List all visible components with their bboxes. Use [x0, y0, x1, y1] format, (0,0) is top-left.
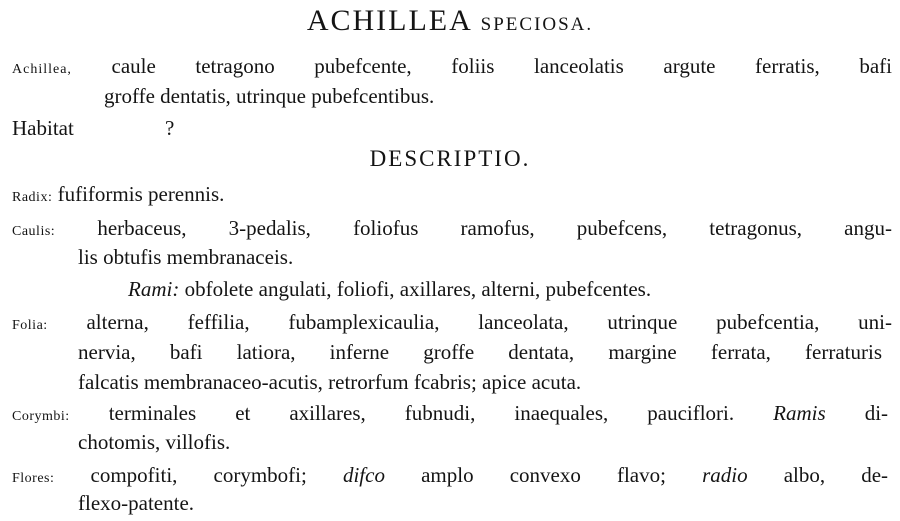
diagnosis-line-2: groffe dentatis, utrinque pubefcentibus.: [104, 84, 435, 108]
diagnosis-line-1: [12, 52, 892, 84]
caulis-line-2: lis obtufis membranaceis.: [78, 245, 294, 269]
caulis-text-1: herbaceus, 3-pedalis, foliofus ramofus, pubefcens, tetragonus, angu-: [97, 216, 892, 240]
flores-radio: radio: [702, 463, 748, 487]
folia-line-1: [12, 308, 892, 340]
corymbi-line-1: [12, 399, 888, 431]
habitat-label: Habitat: [12, 116, 74, 140]
folia-line-3: falcatis membranaceo-acutis, retrorfum fcabris; apice acuta.: [78, 370, 582, 394]
folia-label: Folia:: [12, 318, 48, 333]
title-genus: ACHILLEA: [306, 4, 472, 37]
diagnosis-text-1: caule tetragono pubefcente, foliis lanceolatis argute ferratis, bafi: [111, 54, 893, 78]
flores-disco: difco: [342, 463, 385, 487]
section-heading: DESCRIPTIO.: [369, 146, 531, 171]
folia-line-2: nervia, bafi latiora, inferne groffe dentata, margine ferrata, ferraturis: [78, 340, 882, 364]
rami-text: obfolete angulati, foliofi, axillares, alterni, pubefcentes.: [184, 277, 652, 301]
flores-line-2: flexo-patente.: [78, 491, 195, 515]
corymbi-text-1: terminales et axillares, fubnudi, inaequales, pauciflori.: [108, 401, 735, 425]
corymbi-label: Corymbi:: [12, 409, 70, 424]
radix-text: fufiformis perennis.: [57, 182, 225, 206]
corymbi-ramis: Ramis: [773, 401, 826, 425]
title-species: SPECIOSA.: [480, 14, 594, 35]
caulis-line-1: [12, 214, 892, 246]
habitat-value: ?: [165, 116, 175, 140]
flores-label: Flores:: [12, 471, 55, 486]
page-title: [0, 4, 900, 38]
radix-label: Radix:: [12, 190, 53, 205]
rami-label: Rami:: [128, 277, 180, 301]
flores-text-2: amplo convexo flavo;: [421, 463, 666, 487]
rami-line: [128, 275, 651, 303]
corymbi-line-2: chotomis, villofis.: [78, 430, 231, 454]
folia-text-1: alterna, feffilia, fubamplexicaulia, lanceolata, utrinque pubefcentia, uni-: [86, 310, 892, 334]
caulis-label: Caulis:: [12, 224, 56, 239]
flores-text-1: compofiti, corymbofi;: [90, 463, 307, 487]
flores-text-3: albo, de-: [783, 463, 889, 487]
diagnosis-lead: Achillea,: [12, 62, 72, 77]
corymbi-text-1-end: di-: [864, 401, 889, 425]
radix-line: [12, 180, 224, 212]
